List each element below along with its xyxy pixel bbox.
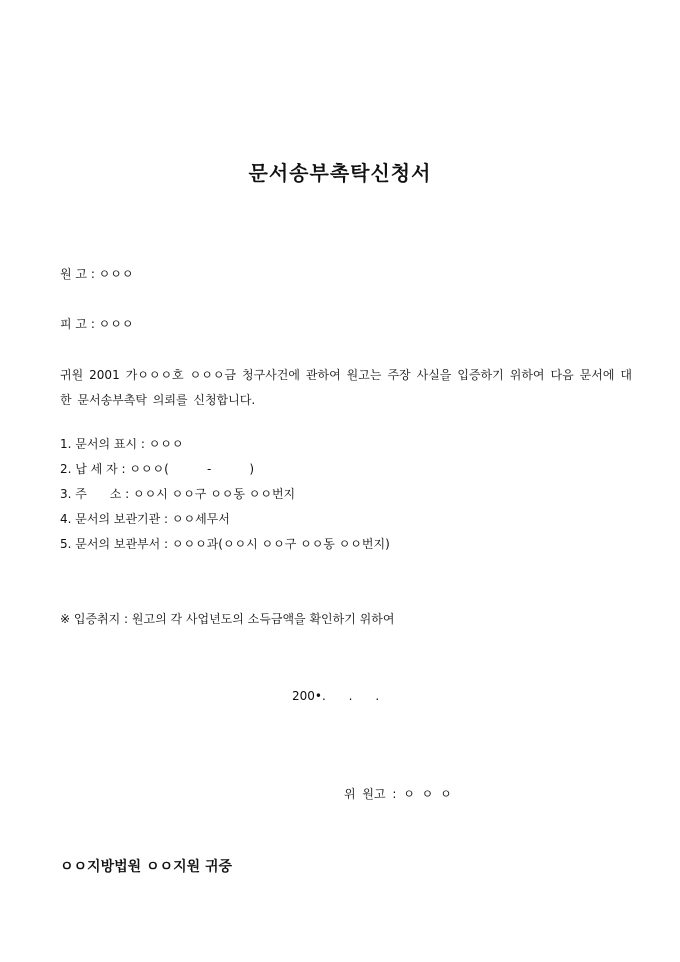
request-paragraph: 귀원 2001 가ㅇㅇㅇ호 ㅇㅇㅇ금 청구사건에 관하여 원고는 주장 사실을 입증하기 위하여 다음 문서에 대한 문서송부촉탁 의뢰를 신청합니다. xyxy=(60,368,632,407)
list-item: 2. 납 세 자 : ㅇㅇㅇ( - ) xyxy=(60,462,255,476)
list-item: 1. 문서의 표시 : ㅇㅇㅇ xyxy=(60,437,184,451)
list-item: 5. 문서의 보관부서 : ㅇㅇㅇ과(ㅇㅇ시 ㅇㅇ구 ㅇㅇ동 ㅇㅇ번지) xyxy=(60,537,390,551)
purpose-note: ※ 입증취지 : 원고의 각 사업년도의 소득금액을 확인하기 위하여 xyxy=(60,612,395,626)
signature-line: 위 원고 : ㅇ ㅇ ㅇ xyxy=(344,787,452,801)
list-item: 3. 주 소 : ㅇㅇ시 ㅇㅇ구 ㅇㅇ동 ㅇㅇ번지 xyxy=(60,487,296,501)
defendant-line: 피 고 : ㅇㅇㅇ xyxy=(60,317,134,331)
filing-date: 200•. . . xyxy=(292,689,380,703)
plaintiff-line: 원 고 : ㅇㅇㅇ xyxy=(60,267,134,281)
document-item-list xyxy=(60,436,390,561)
document-title: 문서송부촉탁신청서 xyxy=(248,161,432,185)
court-addressee: ㅇㅇ지방법원 ㅇㅇ지원 귀중 xyxy=(60,859,233,875)
list-item: 4. 문서의 보관기관 : ㅇㅇ세무서 xyxy=(60,512,230,526)
